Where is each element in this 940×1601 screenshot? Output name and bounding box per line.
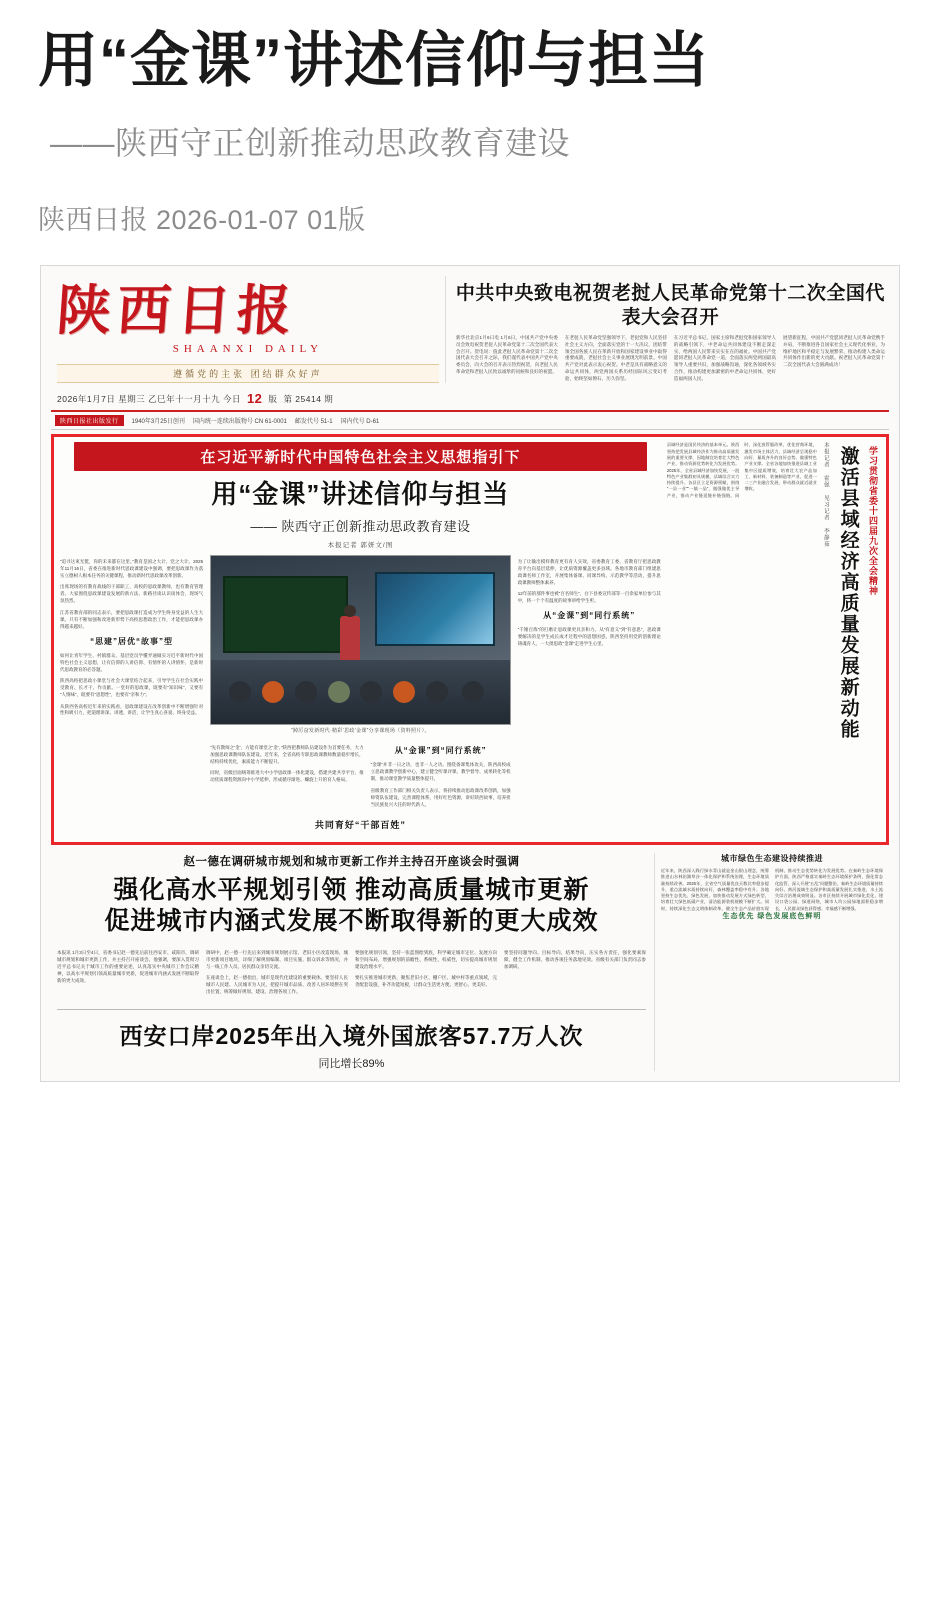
publication-info-strip bbox=[51, 412, 889, 430]
photo-column-text-1 bbox=[210, 740, 364, 813]
lower-column bbox=[504, 945, 646, 1000]
lower-section bbox=[51, 845, 889, 1077]
paragraph: 本报讯 1月3日至4日，省委书记赵一德先后前往西安市、咸阳市，调研城市规划和城市更新工作，并主持召开座谈会。他强调，要深入贯彻习近平总书记关于城市工作的重要论述，认真落实中央城市工作会议精神，以高水平规划引领高质量城市更新，促进城市内涵式发展不断取得新的更大成效。 bbox=[57, 949, 199, 983]
classroom-photo bbox=[210, 555, 511, 725]
highlight-headline: 用“金课”讲述信仰与担当 bbox=[211, 479, 510, 510]
audience-head bbox=[328, 681, 350, 703]
article-source-meta: 陕西日报 2026-01-07 01版 bbox=[38, 205, 366, 236]
photo-column-text-2 bbox=[371, 740, 511, 813]
paragraph: “先有教师之‘金’，方能有课堂之‘金’。”陕西把教师队伍建设作为首要任务，大力加强思政课教师队伍建设。近年来，全省高校专职思政课教师数量稳步增长，结构持续优化，素质能力不断提升。 bbox=[210, 744, 364, 764]
paragraph: 要强化规划引领，坚持一张蓝图绘到底，科学确定城市定位、发展方向和空间布局，增强规划的前瞻性、系统性、权威性，切实提高城市规划建设治理水平。 bbox=[354, 949, 497, 969]
paragraph: 出席现场的有教育战线的干部职工，高校的思政课教师，也有教育管理者。大家围绕思政课建设发展的新方法、新路径谈认识谈体会，现场气氛热烈。 bbox=[60, 584, 204, 604]
section-banner: 在习近平新时代中国特色社会主义思想指引下 bbox=[74, 442, 647, 471]
lower-main-article bbox=[57, 853, 646, 1071]
lead-column: 新华社北京1月6日电 1月6日，中国共产党中央委员会致电祝贺老挝人民革命党第十二次全国代表大会召开。贺电说：值此老挝人民革命党第十二次全国代表大会召开之际，我们谨代表中国共产党中央委员会，向大会的召开表示热烈祝贺，向老挝人民革命党和老挝人民致以诚挚的问候和良好的祝愿。 bbox=[455, 334, 558, 375]
page-title: 用“金课”讲述信仰与担当 bbox=[38, 27, 710, 94]
bottom-subheadline: 同比增长89% bbox=[318, 1057, 385, 1070]
masthead bbox=[51, 276, 889, 412]
paragraph: 从陕西各高校近年来的实践看，思政课建设在改革创新中不断增强针对性和吸引力，把道理讲深、讲透、讲活，让学生真心喜爱、终身受益。 bbox=[60, 703, 204, 716]
right-column-body bbox=[661, 868, 883, 912]
side-article-text bbox=[667, 442, 817, 836]
paragraph: 近年来，陕西深入践行绿水青山就是金山银山理念，统筹推进山水林田湖草沙一体化保护和系统治理，生态环境质量持续改善。2025年，全省空气质量优良天数比率稳步提升，重点流域水质持续向好，森林覆盖率稳中有升。各地坚持生态优先、绿色发展，加快推动发展方式绿色转型，培育壮大绿色低碳产业，清洁能源装机规模不断扩大。同时，持续深化生态文明体制改革，健全生态产品价值实现机制，推动生态优势转化为发展优势。在秦岭生态环境保护方面，陕西严格落实秦岭生态环境保护条例，强化常态化监管，深入开展“五乱”问题整治，秦岭生态环境质量持续向好。黄河流域生态保护和高质量发展扎实推进，水土流失综合治理成效明显。各市区持续开展城市绿化美化，建设口袋公园、绿道网络，城市人均公园绿地面积稳步增长，人民群众绿色获得感、幸福感不断增强。 bbox=[660, 867, 883, 911]
issue-number: 第 25414 期 bbox=[283, 393, 334, 404]
pages-label: 版 bbox=[268, 393, 278, 404]
right-column-heading: 城市绿色生态建设持续推进 bbox=[720, 853, 823, 863]
article-subtitle: ——陕西守正创新推动思政教育建设 bbox=[50, 124, 571, 161]
highlight-column-photo bbox=[210, 555, 511, 836]
lower-title-line1: 强化高水平规划引领 推动高质量城市更新 bbox=[113, 875, 590, 904]
dateline-text: 2026年1月7日 星期三 乙巳年十一月十九 今日 bbox=[57, 393, 241, 404]
highlight-byline: 本报记者 郭妍文/图 bbox=[327, 541, 394, 549]
lower-columns bbox=[57, 945, 646, 1000]
paragraph: 要坚持问题导向、目标导向、结果导向，压实各方责任，强化要素保障，健全工作机制，推动各项任务落地见效。省级有关部门负责同志参加调研。 bbox=[503, 949, 646, 969]
side-article-title: 激活县域经济高质量发展新动能 bbox=[837, 446, 859, 741]
lead-story-title: 中共中央致电祝贺老挝人民革命党第十二次全国代表大会召开 bbox=[455, 283, 885, 328]
paragraph: 要扎实推进城市更新，聚焦老旧小区、棚户区、城中村等重点领域，完善配套设施，补齐功能短板，让群众生活更方便、更舒心、更美好。 bbox=[354, 975, 497, 988]
highlight-main-column bbox=[60, 442, 661, 836]
paragraph: 省级教育工作部门相关负责人表示，将持续推动思政课改革创新，加强师资队伍建设，完善课程体系，用好红色资源，讲好陕西故事，培养担当民族复兴大任的时代新人。 bbox=[370, 787, 511, 807]
lower-column bbox=[206, 945, 348, 1000]
article-photo-block bbox=[210, 555, 511, 736]
lead-story-columns bbox=[456, 335, 885, 383]
subsection-heading: 从“金课”到“同行系统” bbox=[394, 746, 487, 756]
pages-count: 12 bbox=[246, 391, 263, 407]
newspaper-slogan: 遵循党的主张 团结群众好声 bbox=[57, 364, 439, 383]
side-body: 县域经济是国民经济的基本单元。陕西坚持把发展县域经济作为推动高质量发展的重要支撑，因地制宜培育壮大特色产业，推动资源优势转化为发展优势。2025年，全省县域经济加快发展，一批特色产业集群初具规模，县域综合实力持续提升。各县区立足资源禀赋，围绕“一县一业”“一镇一品”，做强做优主导产业，推动产业链延链补链强链。同时，深化放管服改革，优化营商环境，激发市场主体活力，县域经济呈现稳中向好、量质齐升的良好态势。做强特色产业支撑。全省各地加快推进县域工业集中区提质增效，培育壮大农产品加工、新材料、装备制造等产业，促进一二三产业融合发展，带动群众就近就业增收。 bbox=[666, 442, 817, 498]
divider bbox=[57, 1009, 646, 1010]
lead-column: 展望新征程，中国共产党愿同老挝人民革命党携手并肩，不断推进各自国家社会主义现代化事业，为维护地区和平稳定与发展繁荣、推动构建人类命运共同体作出新的更大贡献。祝老挝人民革命党第十二次全国代表大会圆满成功！ bbox=[782, 334, 885, 368]
newspaper-scan[interactable] bbox=[40, 265, 900, 1081]
highlight-column-3 bbox=[518, 555, 661, 836]
bottom-headline: 西安口岸2025年出入境外国旅客57.7万人次 bbox=[119, 1022, 584, 1049]
paragraph: 12年前的那件事也被“百名师生”，白下县委宣传部等一百余家单位参与其中，将一个个有温度的故事讲给学生听。 bbox=[517, 591, 661, 604]
lead-story bbox=[445, 276, 889, 383]
subsection-heading: 从“金课”到“同行系统” bbox=[543, 611, 636, 621]
paragraph: 陕西高校把思政小课堂与社会大课堂结合起来，引导学生在社会实践中受教育、长才干、作贡献。一堂好的思政课，既要有“知识味”，又要有“人情味”，既要有“思想性”，也要有“亲和力”。 bbox=[60, 678, 204, 698]
highlight-body bbox=[60, 555, 661, 836]
paragraph: 为了让输出模样教育更有育人实效，省委教育工委、省教育厅把思政教育平台向基层延伸，让优质资源覆盖更多县域。各地市教育部门组建思政课名师工作室，开展集体备课、同课异构、示范教学等活动，提升思政课教师整体素养。 bbox=[517, 559, 661, 585]
lead-column: 在老挝人民革命党坚强领导下，老挝党和人民坚持社会主义方向，全面落实党的十一大决议，团结带领全国各族人民在革新开放和国家建设事业中取得重要成就，老挝社会主义事业展现光明前景。中国共产党对此表示衷心祝贺。中老是具有战略意义的命运共同体，两党两国关系历经国际风云变幻考验，始终坚如磐石、历久弥坚。 bbox=[564, 334, 667, 382]
newspaper-title-en: SHAANXI DAILY bbox=[172, 343, 324, 356]
highlighted-article-region[interactable] bbox=[51, 434, 889, 845]
side-article-byline: 本报记者 霍强 见习记者 李静茹 bbox=[822, 442, 829, 548]
paragraph: 同时，省级层面统筹推进大中小学思政课一体化建设，搭建共建共享平台，推动优质课程资源向中小学延伸，形成循序渐进、螺旋上升的育人格局。 bbox=[210, 770, 364, 783]
subsection-heading: “思建”居优“故事”型 bbox=[90, 636, 174, 646]
paragraph: 在座谈会上，赵一德指出，城市是现代化建设的重要载体。要坚持人民城市人民建、人民城市为人民，把提升城市品质、改善人居环境摆在突出位置，统筹做好规划、建设、治理各项工作。 bbox=[205, 975, 348, 995]
lower-title-line2: 促进城市内涵式发展不断取得新的更大成效 bbox=[104, 907, 599, 936]
lead-column: 在习近平总书记、国家主席和老挝党和国家领导人的战略引领下，中老命运共同体建设不断走深走实，给两国人民带来实实在在的福祉。中国共产党愿同老挝人民革命党一道，全面落实两党两国最高领导人重要共识，加强战略沟通，深化各领域务实合作，推动构建更加紧密的中老命运共同体，更好造福两国人民。 bbox=[673, 334, 776, 382]
paragraph: 调研中，赵一德一行先后来到城市规划展示馆、老旧小区改造现场、城市更新项目地块，详细了解规划编制、项目实施、群众诉求等情况，并与一线工作人员、居民群众亲切交流。 bbox=[205, 949, 348, 969]
side-article-kicker: 学习贯彻省委十四届九次全会精神 bbox=[868, 446, 878, 597]
photo-caption: “踔厉奋发新时代·精彩‘思政’金课”分享课现场（资料照片）。 bbox=[291, 727, 430, 734]
lower-column bbox=[355, 945, 497, 1000]
paragraph: 如何让青年学生、村镇群众、基层党员学懂弄通做实习近平新时代中国特色社会主义思想，让有信仰的人讲信仰、有情怀的人讲情怀，是新时代思政教育的必答题。 bbox=[60, 652, 204, 672]
highlight-side-article bbox=[667, 442, 880, 836]
highlight-column-1 bbox=[60, 555, 203, 836]
green-note: 生态优先 绿色发展底色鲜明 bbox=[722, 913, 822, 921]
paragraph: 江苏省教育部的同志表示，要把思政课打造成为学生终身受益的人生大课。只有不断加强和改进新形势下高校思想政治工作，才能把思政课办得越来越好。 bbox=[60, 609, 204, 629]
lower-right-column bbox=[654, 853, 883, 1071]
founded-date: 1940年3月25日创刊 bbox=[131, 419, 185, 426]
publisher-tag: 陕西日报社出版发行 bbox=[55, 415, 124, 426]
paragraph: “追寻这束光挺，你的未来都在这里。”教育是国之大计、党之大计。2025年11月16日，省委在推进新时代思政课建设中强调，要把思政课作为落实立德树人根本任务的关键课程，推动新时代思政课改革创新。 bbox=[60, 559, 204, 579]
postal-code: 邮发代号 51-1 bbox=[294, 419, 333, 426]
highlight-subtitle: —— 陕西守正创新推动思政教育建设 bbox=[250, 518, 471, 534]
article-header bbox=[0, 0, 940, 237]
blackboard-shape bbox=[223, 576, 348, 653]
newspaper-dateline bbox=[57, 391, 439, 406]
lower-column bbox=[57, 945, 199, 1000]
audience-head bbox=[295, 681, 317, 703]
newspaper-title: 陕西日报 bbox=[54, 281, 300, 342]
cn-number: 国内统一连续出版物号 CN 61-0001 bbox=[192, 419, 287, 426]
lower-kicker: 赵一德在调研城市规划和城市更新工作并主持召开座谈会时强调 bbox=[183, 855, 520, 868]
masthead-brand bbox=[51, 276, 445, 406]
joint-subheading: 共同育好“干部百姓” bbox=[314, 820, 406, 831]
projection-screen-shape bbox=[375, 572, 494, 646]
paragraph: “千锤百炼”的打磨让思政课更具亲和力。从“有意义”到“有意思”，思政课要解决的是学生成长成才过程中的思想困惑。陕西坚持用党的创新理论铸魂育人，一大批思政“金课”走进学生心里。 bbox=[517, 627, 661, 647]
paragraph: “金课”并非一日之功，也非一人之功。围绕备课集体攻关，陕西高校成立思政课教学创新中心，建立健全听课评课、教学督导、成果转化等机制，推动课堂教学质量整体提升。 bbox=[370, 762, 511, 782]
domestic-code: 国内代号 D-61 bbox=[340, 419, 380, 426]
newspaper-page bbox=[41, 266, 899, 1080]
